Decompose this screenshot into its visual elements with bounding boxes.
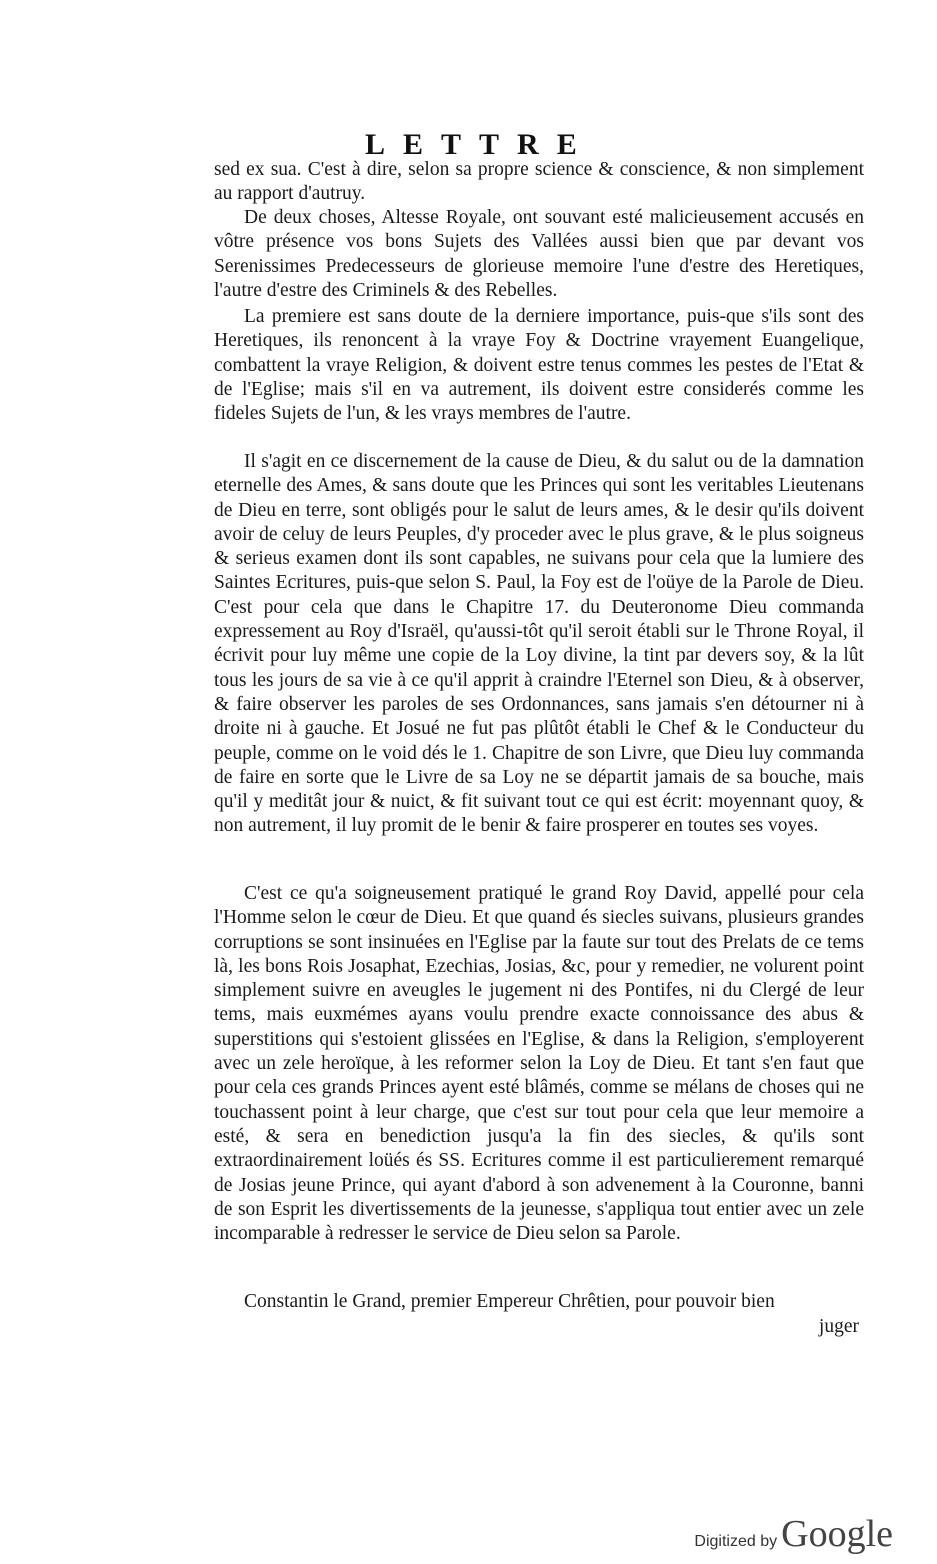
paragraph-5: C'est ce qu'a soigneusement pratiqué le grand Roy David, appellé pour cela l'Homme selon le cœur de Dieu. Et que quand és siecles suivans, plusieurs grandes corruptions se sont insinuées en l'Eglise par la faute sur tout des Prelats de ce tems là, les bons Rois Josaphat, Ezechias, Josias, &c, pour y remedier, ne volurent point simplement suivre en aveugles le jugement ni des Pontifes, ni du Clergé de leur tems, mais euxmémes ayans voulu prendre exacte connoissance des abus & superstitions qui s'estoient glissées en l'Eglise, & dans la Religion, s'employerent avec un zele heroïque, à les reformer selon la Loy de Dieu. Et tant s'en faut que pour cela ces grands Princes ayent esté blâmés, comme se mélans de choses qui ne touchassent point à leur charge, que c'est sur tout pour cela que leur memoire a esté, & sera en benediction jusqu'a la fin des siecles, & qu'ils sont extraordinairement loüés és SS. Ecritures comme il est particulierement remarqué de Josias jeune Prince, qui ayant d'abord à son advenement à la Couronne, banni de son Esprit les divertissements de la jeunesse, s'appliqua tout entier avec un zele incomparable à redresser le service de Dieu selon sa Parole. [214,883,864,1245]
paragraph-block [214,305,864,426]
paragraph-block [214,450,864,839]
catchword: juger [818,1316,859,1337]
paragraph-1: sed ex sua. C'est à dire, selon sa propre science & conscience, & non simplement au rapport d'autruy. [214,159,864,205]
paragraph-3: La premiere est sans doute de la derniere importance, puis-que s'ils sont des Heretiques, ils renoncent à la vraye Foy & Doctrine vrayement Euangelique, combattent la vraye Religion, & doivent estre tenus commes les pestes de l'Etat & de l'Eglise; mais s'il en va autrement, ils doivent estre considerés comme les fideles Sujets de l'un, & les vrays membres de l'autre. [214,306,864,425]
digitization-watermark [694,1512,893,1556]
paragraph-block [214,206,864,303]
google-logo: Google [781,1513,893,1555]
paragraph-block [214,882,864,1246]
digitized-by-label: Digitized by [694,1533,778,1550]
paragraph-2: De deux choses, Altesse Royale, ont souvant esté malicieusement accusés en vôtre présence vos bons Sujets des Vallées aussi bien que par devant vos Serenissimes Predecesseurs de glorieuse memoire l'une d'estre des Heretiques, l'autre d'estre des Criminels & des Rebelles. [214,207,864,301]
paragraph-continuation [214,158,864,207]
paragraph-block [214,1290,864,1314]
paragraph-4: Il s'agit en ce discernement de la cause de Dieu, & du salut ou de la damnation eternelle des Ames, & sans doute que les Princes qui sont les veritables Lieutenans de Dieu en terre, sont obligés pour le salut de leurs ames, & le desir qu'ils doivent avoir de celuy de leurs Peuples, d'y proceder avec le plus grave, & le plus soigneus & serieus examen dont ils sont capables, ne suivans pour cela que la lumiere des Saintes Ecritures, puis-que selon S. Paul, la Foy est de l'oüye de la Parole de Dieu. C'est pour cela que dans le Chapitre 17. du Deuteronome Dieu commanda expressement au Roy d'Israël, qu'aussi-tôt qu'il seroit établi sur le Throne Royal, il écrivit pour luy même une copie de la Loy divine, la tint par devers soy, & la lût tous les jours de sa vie à ce qu'il apprit à craindre l'Eternel son Dieu, & à observer, & faire observer les paroles de ses Ordonnances, sans jamais s'en détourner ni à droite ni à gauche. Et Josué ne fut pas plûtôt établi le Chef & le Conducteur du peuple, comme on le void dés le 1. Chapitre de son Livre, que Dieu luy commanda de faire en sorte que le Livre de sa Loy ne se départit jamais de sa bouche, mais qu'il y meditât jour & nuict, & fit suivant tout ce qui est écrit: moyennant quoy, & non autrement, il luy promit de le benir & faire prosperer en toutes ses voyes. [214,451,864,837]
running-header: LETTRE [365,128,595,161]
paragraph-6: Constantin le Grand, premier Empereur Chrêtien, pour pouvoir bien [244,1291,775,1312]
